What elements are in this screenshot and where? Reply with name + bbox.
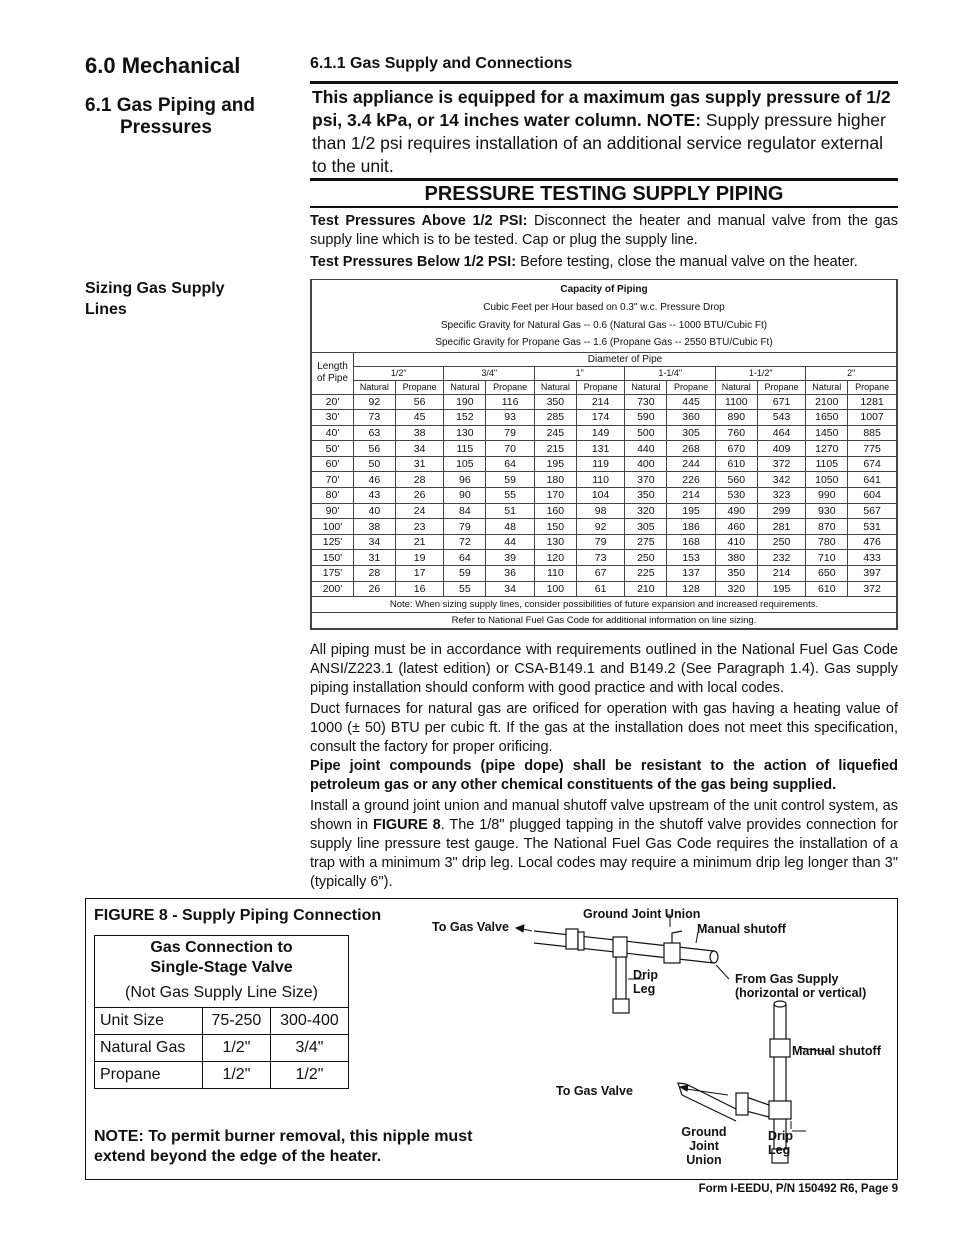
- capacity-cell: 281: [757, 519, 806, 535]
- capacity-cell: 34: [486, 581, 535, 597]
- lower-vertical-pipe: [774, 1004, 786, 1149]
- capacity-cell: 36: [486, 566, 535, 582]
- capacity-cell: 34: [395, 441, 444, 457]
- capacity-cell: 17: [395, 566, 444, 582]
- pressure-testing-banner: PRESSURE TESTING SUPPLY PIPING: [424, 183, 784, 205]
- capacity-cell: 268: [667, 441, 716, 457]
- conn-title-line1: Gas Connection to: [150, 939, 293, 956]
- length-cell: 70': [312, 472, 354, 488]
- capacity-cell: 250: [625, 550, 667, 566]
- capacity-cell: 130: [534, 534, 576, 550]
- gas-type-header: Natural: [444, 380, 486, 394]
- union-body: [566, 929, 578, 949]
- capacity-cell: 79: [444, 519, 486, 535]
- label-from-supply: [735, 972, 866, 1000]
- capacity-cell: 100: [534, 581, 576, 597]
- capacity-cell: 440: [625, 441, 667, 457]
- test-above-label: Test Pressures Above 1/2 PSI:: [310, 213, 528, 229]
- arrow-to-valve-head: [516, 925, 524, 932]
- capacity-cell: 780: [806, 534, 848, 550]
- capacity-cell: 174: [576, 410, 625, 426]
- capacity-cell: 59: [486, 472, 535, 488]
- capacity-cell: 59: [444, 566, 486, 582]
- test-below-text: Before testing, close the manual valve on the heater.: [516, 254, 858, 270]
- capacity-note2: Refer to National Fuel Gas Code for additional information on line sizing.: [312, 613, 897, 629]
- capacity-cell: 671: [757, 394, 806, 410]
- capacity-cell: 61: [576, 581, 625, 597]
- capacity-cell: 930: [806, 503, 848, 519]
- capacity-cell: 93: [486, 410, 535, 426]
- para-heating-value: Duct furnaces for natural gas are orificed for operation with gas having a heating value of 1000 (± 50) BTU per cubic ft. If the gas at the installation does not meet this specification, consult the factory for proper orificing.: [310, 701, 898, 755]
- length-cell: 30': [312, 410, 354, 426]
- capacity-cell: 120: [534, 550, 576, 566]
- capacity-cell: 110: [576, 472, 625, 488]
- figure-note: NOTE: To permit burner removal, this nipple must extend beyond the edge of the heater.: [94, 1128, 473, 1165]
- capacity-cell: 55: [486, 488, 535, 504]
- capacity-cell: 460: [715, 519, 757, 535]
- capacity-cell: 23: [395, 519, 444, 535]
- upper-tee: [613, 937, 627, 957]
- capacity-cell: 370: [625, 472, 667, 488]
- lead-normal: Supply pressure higher than 1/2 psi requires installation of an additional service regulator external to the unit.: [312, 110, 886, 176]
- upper-valve: [664, 943, 680, 963]
- gas-connection-table: [94, 935, 349, 1089]
- conn-value-cell: 3/4": [270, 1034, 348, 1061]
- capacity-cell: 990: [806, 488, 848, 504]
- length-cell: 150': [312, 550, 354, 566]
- capacity-cell: 55: [444, 581, 486, 597]
- gas-type-header: Natural: [354, 380, 396, 394]
- para-install: [310, 797, 898, 892]
- capacity-cell: 350: [534, 394, 576, 410]
- capacity-cell: 79: [576, 534, 625, 550]
- capacity-cell: 214: [576, 394, 625, 410]
- label-leg: Leg: [633, 982, 656, 996]
- capacity-cell: 92: [576, 519, 625, 535]
- capacity-row: [312, 550, 897, 566]
- diameter-col-header: 2": [806, 366, 897, 380]
- capacity-cell: 225: [625, 566, 667, 582]
- capacity-row: [312, 488, 897, 504]
- capacity-cell: 24: [395, 503, 444, 519]
- capacity-cell: 128: [667, 581, 716, 597]
- test-below-paragraph: [310, 253, 898, 272]
- gas-type-header: Natural: [715, 380, 757, 394]
- conn-value-cell: 300-400: [270, 1007, 348, 1034]
- capacity-cell: 433: [848, 550, 897, 566]
- label-ground: Ground: [681, 1125, 727, 1139]
- capacity-cell: 232: [757, 550, 806, 566]
- capacity-cell: 28: [395, 472, 444, 488]
- capacity-cell: 38: [354, 519, 396, 535]
- capacity-cell: 31: [395, 456, 444, 472]
- capacity-line2: Specific Gravity for Natural Gas -- 0.6 (Natural Gas -- 1000 BTU/Cubic Ft): [312, 316, 897, 334]
- capacity-cell: 215: [534, 441, 576, 457]
- capacity-row: [312, 410, 897, 426]
- length-cell: 175': [312, 566, 354, 582]
- label-to-gas-valve-2: To Gas Valve: [556, 1084, 633, 1098]
- capacity-cell: 130: [444, 425, 486, 441]
- capacity-cell: 104: [576, 488, 625, 504]
- diameter-col-header: 1": [534, 366, 624, 380]
- para-codes: All piping must be in accordance with requirements outlined in the National Fuel Gas Code ANSI/Z223.1 (latest edition) or CSA-B149.1 and B149.2 (See Paragraph 1.4). Gas supply piping installation should conform with good practice and with local codes.: [310, 642, 898, 696]
- length-cell: 50': [312, 441, 354, 457]
- capacity-cell: 73: [354, 410, 396, 426]
- capacity-cell: 170: [534, 488, 576, 504]
- gas-type-header: Propane: [757, 380, 806, 394]
- capacity-cell: 46: [354, 472, 396, 488]
- capacity-cell: 285: [534, 410, 576, 426]
- capacity-cell: 604: [848, 488, 897, 504]
- capacity-cell: 244: [667, 456, 716, 472]
- capacity-cell: 710: [806, 550, 848, 566]
- capacity-cell: 56: [395, 394, 444, 410]
- diameter-col-header: 1-1/4": [625, 366, 715, 380]
- capacity-cell: 21: [395, 534, 444, 550]
- capacity-cell: 226: [667, 472, 716, 488]
- capacity-cell: 186: [667, 519, 716, 535]
- capacity-note1: Note: When sizing supply lines, consider possibilities of future expansion and increased requirements.: [312, 597, 897, 613]
- gas-type-header: Natural: [534, 380, 576, 394]
- label-drip: Drip: [633, 968, 658, 982]
- capacity-cell: 44: [486, 534, 535, 550]
- conn-label-cell: Natural Gas: [95, 1034, 203, 1061]
- conn-label-cell: Unit Size: [95, 1007, 203, 1034]
- conn-value-cell: 75-250: [202, 1007, 270, 1034]
- conn-row: [95, 1034, 349, 1061]
- capacity-cell: 119: [576, 456, 625, 472]
- capacity-cell: 150: [534, 519, 576, 535]
- gas-type-header: Natural: [806, 380, 848, 394]
- lower-tee: [769, 1101, 791, 1119]
- capacity-cell: 397: [848, 566, 897, 582]
- capacity-cell: 73: [576, 550, 625, 566]
- upper-drip-leg: [616, 957, 626, 999]
- length-cell: 80': [312, 488, 354, 504]
- capacity-cell: 90: [444, 488, 486, 504]
- capacity-row: [312, 566, 897, 582]
- capacity-cell: 92: [354, 394, 396, 410]
- heading-gas-supply: 6.1.1 Gas Supply and Connections: [310, 55, 573, 72]
- upper-drip-cap: [613, 999, 629, 1013]
- diameter-col-header: 1-1/2": [715, 366, 805, 380]
- piping-diagram: [426, 899, 896, 1179]
- figure-title: FIGURE 8 - Supply Piping Connection: [94, 907, 382, 924]
- capacity-cell: 96: [444, 472, 486, 488]
- length-cell: 125': [312, 534, 354, 550]
- capacity-cell: 79: [486, 425, 535, 441]
- capacity-cell: 131: [576, 441, 625, 457]
- capacity-cell: 350: [715, 566, 757, 582]
- lower-union: [736, 1093, 748, 1115]
- capacity-cell: 149: [576, 425, 625, 441]
- capacity-line3: Specific Gravity for Propane Gas -- 1.6 (Propane Gas -- 2550 BTU/Cubic Ft): [312, 334, 897, 352]
- capacity-cell: 45: [395, 410, 444, 426]
- capacity-cell: 490: [715, 503, 757, 519]
- subsection-title-line1: 6.1 Gas Piping and: [85, 95, 255, 116]
- capacity-title: Capacity of Piping: [312, 280, 897, 298]
- capacity-cell: 760: [715, 425, 757, 441]
- capacity-cell: 1100: [715, 394, 757, 410]
- capacity-cell: 531: [848, 519, 897, 535]
- test-above-text: Disconnect the heater and manual valve from the gas supply line which is to be tested. Cap or plug the supply line.: [310, 213, 898, 248]
- para-install-c: . The 1/8" plugged tapping in the shutoff valve provides connection for supply line pressure test gauge. The National Fuel Gas Code requires the installation of a trap with a minimum 3" drip leg. Local codes may require a minimum drip leg longer than 3" (typically 6").: [310, 817, 899, 890]
- gas-type-header: Propane: [667, 380, 716, 394]
- capacity-cell: 380: [715, 550, 757, 566]
- section-title: 6.0 Mechanical: [85, 53, 241, 78]
- upper-pipe-end: [710, 951, 718, 963]
- capacity-line1: Cubic Feet per Hour based on 0.3" w.c. Pressure Drop: [312, 298, 897, 316]
- conn-value-cell: 1/2": [202, 1034, 270, 1061]
- capacity-cell: 105: [444, 456, 486, 472]
- capacity-cell: 400: [625, 456, 667, 472]
- capacity-cell: 70: [486, 441, 535, 457]
- label-drip-2: Drip: [768, 1129, 793, 1143]
- capacity-cell: 320: [715, 581, 757, 597]
- capacity-cell: 26: [354, 581, 396, 597]
- capacity-cell: 464: [757, 425, 806, 441]
- conn-value-cell: 1/2": [270, 1061, 348, 1088]
- capacity-cell: 2100: [806, 394, 848, 410]
- capacity-cell: 1105: [806, 456, 848, 472]
- capacity-cell: 410: [715, 534, 757, 550]
- capacity-cell: 610: [715, 456, 757, 472]
- capacity-cell: 19: [395, 550, 444, 566]
- capacity-cell: 51: [486, 503, 535, 519]
- capacity-cell: 190: [444, 394, 486, 410]
- capacity-cell: 180: [534, 472, 576, 488]
- length-cell: 200': [312, 581, 354, 597]
- capacity-cell: 84: [444, 503, 486, 519]
- capacity-cell: 567: [848, 503, 897, 519]
- capacity-row: [312, 425, 897, 441]
- capacity-row: [312, 472, 897, 488]
- capacity-cell: 305: [625, 519, 667, 535]
- label-leg-2: Leg: [768, 1143, 791, 1157]
- lower-valve: [770, 1039, 790, 1057]
- capacity-cell: 64: [444, 550, 486, 566]
- label-drip-leg-2: [768, 1129, 793, 1157]
- capacity-cell: 168: [667, 534, 716, 550]
- capacity-cell: 67: [576, 566, 625, 582]
- capacity-cell: 245: [534, 425, 576, 441]
- para-install-a: Install a ground joint union and manual shutoff valve upstream of the unit control system, as shown in: [310, 798, 898, 833]
- capacity-cell: 195: [534, 456, 576, 472]
- diameter-header: Diameter of Pipe: [354, 352, 897, 366]
- conn-value-cell: 1/2": [202, 1061, 270, 1088]
- capacity-cell: 152: [444, 410, 486, 426]
- lower-pipe-top-end: [774, 1001, 786, 1007]
- label-to-gas-valve: To Gas Valve: [432, 920, 509, 934]
- capacity-cell: 1650: [806, 410, 848, 426]
- capacity-cell: 323: [757, 488, 806, 504]
- capacity-cell: 342: [757, 472, 806, 488]
- capacity-cell: 305: [667, 425, 716, 441]
- length-header: Length of Pipe: [312, 352, 354, 394]
- capacity-cell: 409: [757, 441, 806, 457]
- conn-label-cell: Propane: [95, 1061, 203, 1088]
- supply-pointer: [716, 965, 729, 979]
- gas-type-header: Propane: [576, 380, 625, 394]
- capacity-cell: 560: [715, 472, 757, 488]
- capacity-cell: 610: [806, 581, 848, 597]
- capacity-cell: 39: [486, 550, 535, 566]
- label-drip-leg: [633, 968, 658, 996]
- capacity-cell: 195: [757, 581, 806, 597]
- capacity-cell: 214: [667, 488, 716, 504]
- capacity-cell: 210: [625, 581, 667, 597]
- capacity-cell: 372: [757, 456, 806, 472]
- capacity-cell: 476: [848, 534, 897, 550]
- upper-valve-handle: [672, 931, 682, 943]
- figure8-reference: FIGURE 8: [372, 817, 441, 833]
- label-manual-shutoff-2: Manual shutoff: [792, 1044, 881, 1058]
- subsection-title-line2: Pressures: [120, 117, 212, 138]
- capacity-cell: 350: [625, 488, 667, 504]
- gas-type-header: Propane: [395, 380, 444, 394]
- capacity-cell: 16: [395, 581, 444, 597]
- capacity-cell: 160: [534, 503, 576, 519]
- capacity-cell: 500: [625, 425, 667, 441]
- capacity-cell: 650: [806, 566, 848, 582]
- diameter-col-header: 1/2": [354, 366, 444, 380]
- capacity-cell: 63: [354, 425, 396, 441]
- capacity-cell: 50: [354, 456, 396, 472]
- capacity-cell: 110: [534, 566, 576, 582]
- label-joint: Joint: [689, 1139, 719, 1153]
- capacity-cell: 730: [625, 394, 667, 410]
- capacity-cell: 28: [354, 566, 396, 582]
- conn-row: [95, 1061, 349, 1088]
- label-union: Union: [686, 1153, 722, 1167]
- capacity-cell: 775: [848, 441, 897, 457]
- conn-subtitle: (Not Gas Supply Line Size): [95, 980, 349, 1007]
- label-ground-joint-union: Ground Joint Union: [583, 907, 701, 921]
- capacity-cell: 870: [806, 519, 848, 535]
- lower-elbow: [746, 1097, 769, 1117]
- capacity-cell: 40: [354, 503, 396, 519]
- capacity-cell: 590: [625, 410, 667, 426]
- test-above-paragraph: [310, 212, 898, 250]
- length-cell: 90': [312, 503, 354, 519]
- capacity-cell: 641: [848, 472, 897, 488]
- length-cell: 40': [312, 425, 354, 441]
- lead-bold: This appliance is equipped for a maximum gas supply pressure of 1/2 psi, 3.4 kPa, or 14 inches water column. NOTE:: [312, 87, 891, 130]
- capacity-row: [312, 519, 897, 535]
- capacity-cell: 72: [444, 534, 486, 550]
- length-cell: 60': [312, 456, 354, 472]
- capacity-cell: 31: [354, 550, 396, 566]
- label-from-supply-line2: (horizontal or vertical): [735, 986, 867, 1000]
- capacity-cell: 1270: [806, 441, 848, 457]
- capacity-cell: 43: [354, 488, 396, 504]
- lead-paragraph: [312, 86, 898, 178]
- capacity-row: [312, 503, 897, 519]
- length-cell: 20': [312, 394, 354, 410]
- capacity-cell: 674: [848, 456, 897, 472]
- capacity-cell: 34: [354, 534, 396, 550]
- capacity-row: [312, 534, 897, 550]
- capacity-row: [312, 394, 897, 410]
- capacity-cell: 1281: [848, 394, 897, 410]
- conn-row: [95, 1007, 349, 1034]
- banner-rule-top: [310, 178, 898, 181]
- top-rule: [310, 81, 898, 84]
- page-footer: Form I-EEDU, P/N 150492 R6, Page 9: [698, 1183, 898, 1195]
- capacity-cell: 445: [667, 394, 716, 410]
- capacity-cell: 214: [757, 566, 806, 582]
- capacity-cell: 98: [576, 503, 625, 519]
- diameter-col-header: 3/4": [444, 366, 534, 380]
- capacity-cell: 116: [486, 394, 535, 410]
- capacity-cell: 543: [757, 410, 806, 426]
- capacity-cell: 1007: [848, 410, 897, 426]
- capacity-cell: 115: [444, 441, 486, 457]
- sizing-heading-line1: Sizing Gas Supply: [85, 280, 225, 297]
- capacity-cell: 299: [757, 503, 806, 519]
- capacity-cell: 530: [715, 488, 757, 504]
- capacity-cell: 360: [667, 410, 716, 426]
- capacity-cell: 885: [848, 425, 897, 441]
- conn-title-line2: Single-Stage Valve: [150, 959, 293, 976]
- label-from-supply-line1: From Gas Supply: [735, 972, 839, 986]
- capacity-cell: 670: [715, 441, 757, 457]
- gas-type-header: Natural: [625, 380, 667, 394]
- capacity-cell: 1050: [806, 472, 848, 488]
- capacity-cell: 1450: [806, 425, 848, 441]
- capacity-cell: 372: [848, 581, 897, 597]
- gas-type-header: Propane: [848, 380, 897, 394]
- capacity-cell: 64: [486, 456, 535, 472]
- test-below-label: Test Pressures Below 1/2 PSI:: [310, 254, 517, 270]
- capacity-cell: 275: [625, 534, 667, 550]
- gas-type-header: Propane: [486, 380, 535, 394]
- capacity-row: [312, 441, 897, 457]
- capacity-cell: 137: [667, 566, 716, 582]
- capacity-cell: 48: [486, 519, 535, 535]
- capacity-cell: 56: [354, 441, 396, 457]
- capacity-cell: 890: [715, 410, 757, 426]
- label-ground-joint-union-2: [676, 1125, 732, 1167]
- capacity-row: [312, 456, 897, 472]
- sizing-heading-line2: Lines: [85, 301, 127, 318]
- capacity-cell: 26: [395, 488, 444, 504]
- arrow-lower-head: [680, 1085, 688, 1091]
- para-pipe-dope: Pipe joint compounds (pipe dope) shall be resistant to the action of liquefied petroleum gas or any other chemical constituents of the gas being supplied.: [310, 758, 898, 793]
- figure-8-box: [85, 898, 898, 1180]
- capacity-cell: 195: [667, 503, 716, 519]
- label-manual-shutoff: Manual shutoff: [697, 922, 786, 936]
- capacity-cell: 320: [625, 503, 667, 519]
- capacity-cell: 38: [395, 425, 444, 441]
- length-cell: 100': [312, 519, 354, 535]
- conn-title: [95, 936, 349, 981]
- capacity-cell: 250: [757, 534, 806, 550]
- capacity-row: [312, 581, 897, 597]
- banner-rule-bottom: [310, 206, 898, 208]
- union-nut: [578, 932, 584, 950]
- sizing-heading: [85, 278, 225, 320]
- capacity-table: [310, 279, 898, 630]
- capacity-cell: 153: [667, 550, 716, 566]
